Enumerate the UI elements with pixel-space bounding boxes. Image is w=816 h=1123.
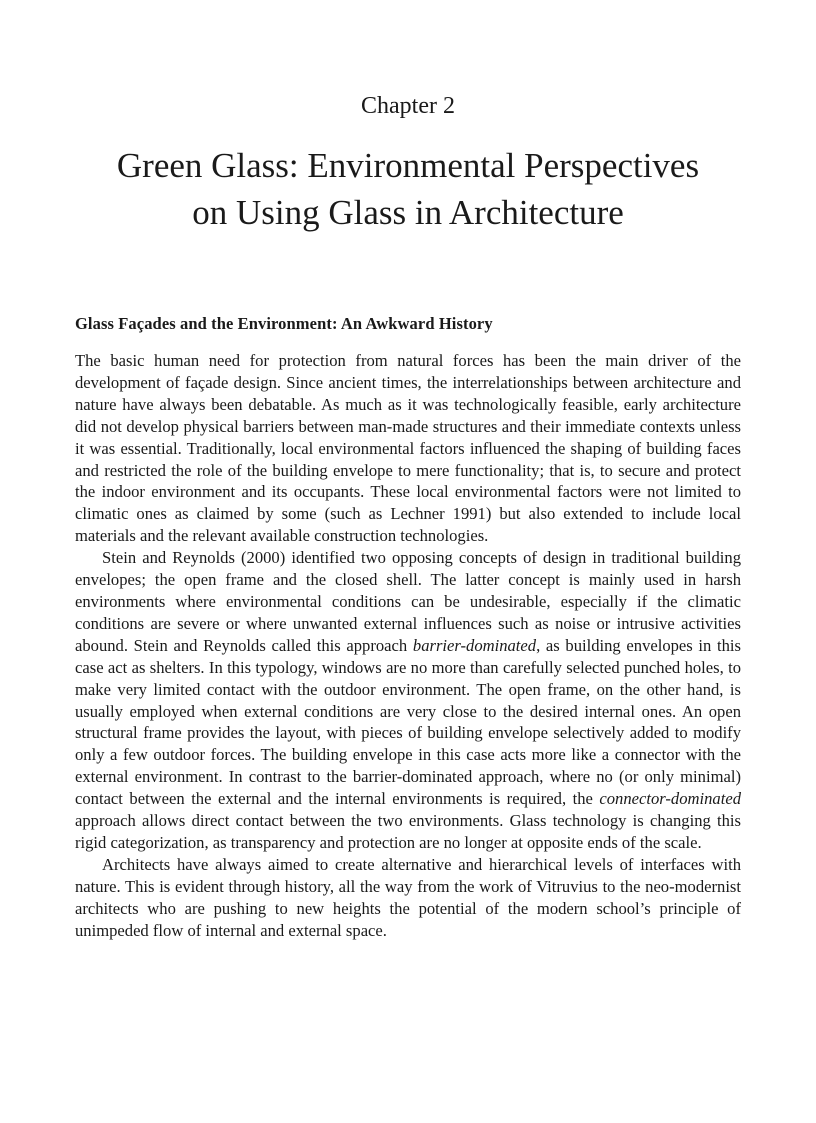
paragraph-1: The basic human need for protection from natural forces has been the main driver of the development of façade design. Since ancient times, the interrelationships between architecture and nature have always been debatable. As much as it was technologically feasible, early architecture did not develop physical barriers between man-made structures and their immediate contexts unless it was essential. Traditionally, local environmental factors influenced the shaping of building faces and restricted the role of the building envelope to mere functionality; that is, to secure and protect the indoor environment and its occupants. These local environmental factors were not limited to climatic ones as claimed by some (such as Lechner 1991) but also extended to include local materials and the relevant available construction technologies.	[75, 351, 741, 546]
chapter-title-line-2: on Using Glass in Architecture	[192, 193, 624, 232]
term-connector-dominated: connector-dominated	[599, 789, 741, 809]
paragraph-2-text-2: , as building envelopes in this case act as shelters. In this typology, windows are no more than carefully selected punched holes, to make very limited contact with the outdoor environment. The open frame, on the other hand, is usually employed when external conditions are very close to the desired internal ones. An open structural frame provides the layout, with pieces of building envelope selectively added to modify only a few outdoor forces. The building envelope in this case acts more like a connector with the external environment. In contrast to the barrier-dominated approach, where no (or only minimal) contact between the external and the internal environments is required, the	[75, 635, 741, 809]
chapter-label: Chapter 2	[361, 93, 455, 119]
chapter-title	[40, 142, 776, 236]
paragraph-2-text-1: Stein and Reynolds (2000) identified two opposing concepts of design in traditional building envelopes; the open frame and the closed shell. The latter concept is mainly used in harsh environments where environmental conditions can be undesirable, especially if the climatic conditions are severe or where unwanted external influences such as noise or intrusive activities abound. Stein and Reynolds called this approach	[75, 548, 741, 655]
chapter-title-line-1: Green Glass: Environmental Perspectives	[116, 146, 700, 185]
body-text	[75, 350, 741, 941]
paragraph-3: Architects have always aimed to create alternative and hierarchical levels of interfaces with nature. This is evident through history, all the way from the work of Vitruvius to the neo-modernist architects who are pushing to new heights the potential of the modern school’s principle of unimpeded flow of internal and external space.	[75, 854, 741, 940]
term-barrier-dominated: barrier-dominated	[412, 635, 537, 655]
paragraph-2-text-3: approach allows direct contact between the two environments. Glass technology is changing this rigid categorization, as transparency and protection are no longer at opposite ends of the scale.	[75, 811, 741, 852]
paragraph-2	[75, 547, 741, 854]
section-heading: Glass Façades and the Environment: An Awkward History	[75, 314, 493, 333]
